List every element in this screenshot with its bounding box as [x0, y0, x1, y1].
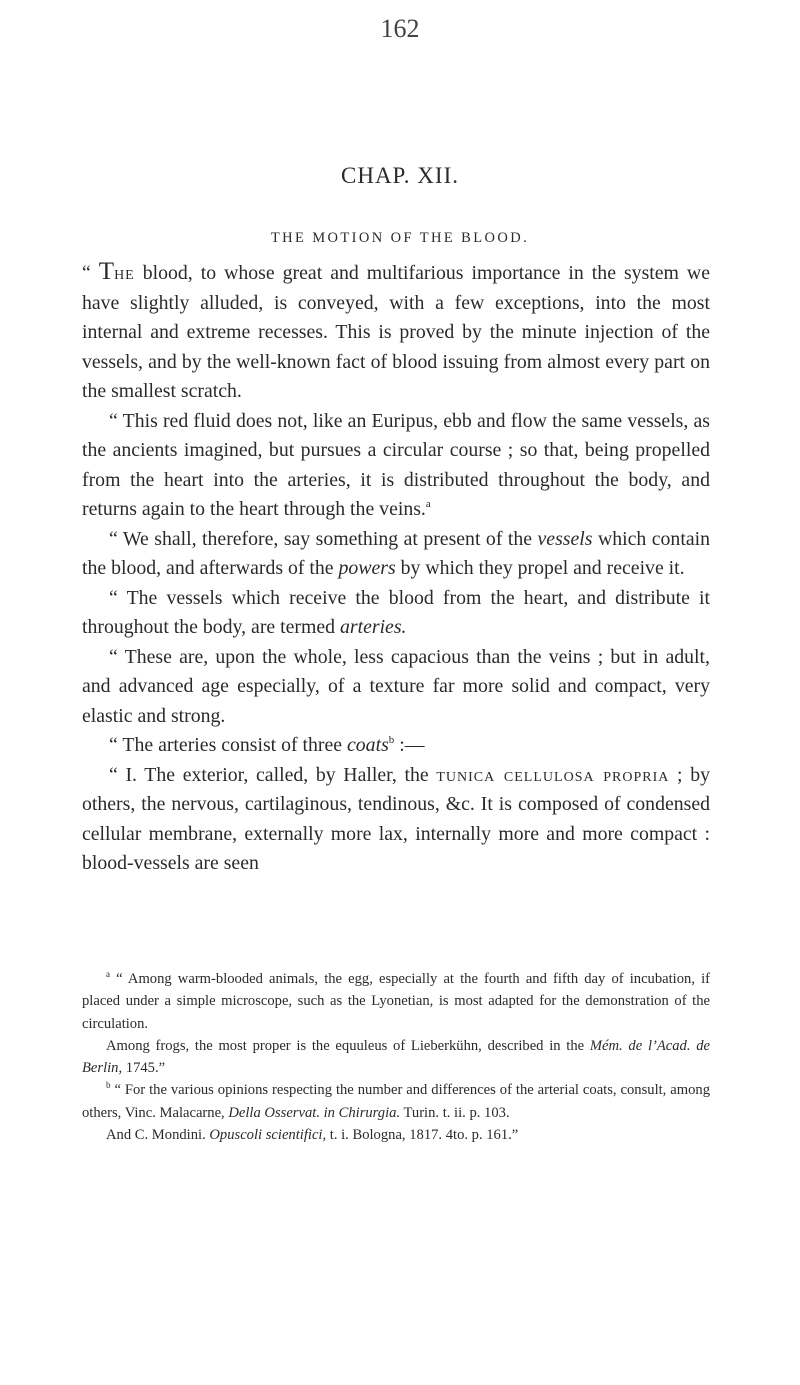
footnote-ref-a: a — [425, 498, 431, 510]
paragraph-5 — [82, 643, 710, 732]
paragraph-6-text: “ The arteries consist of three — [109, 734, 348, 756]
paragraph-3-part-2: which contain the blood, and afterwards of the — [82, 527, 710, 579]
footnote-b-text-3: And C. Mondini. — [106, 1127, 210, 1144]
footnote-a-tail: 1745.” — [122, 1060, 166, 1077]
paragraph-6-tail: :— — [394, 734, 425, 756]
page-number: 162 — [380, 14, 420, 43]
emphasis-coats: coats — [347, 734, 389, 756]
emphasis-powers: powers — [338, 557, 396, 579]
paragraph-3 — [82, 525, 710, 584]
paragraph-5-text: “ These are, upon the whole, less capacious than the veins ; but in adult, and advanced age especially, of a texture far more solid and compact, very elastic and strong. — [82, 645, 710, 727]
footnote-a-continued — [82, 1035, 710, 1080]
paragraph-7-part-1: “ I. The exterior, called, by Haller, the — [109, 763, 437, 786]
paragraph-3-part-1: “ We shall, therefore, say something at present of the — [109, 527, 538, 550]
footnote-b-citation-2: Opuscoli scientifici, — [209, 1127, 327, 1144]
paragraph-3-part-3: by which they propel and receive it. — [395, 557, 685, 579]
paragraph-4 — [82, 584, 710, 643]
footnote-b-continued — [82, 1124, 710, 1146]
footnote-a-text-1: “ Among warm-blooded animals, the egg, especially at the fourth and fifth day of incubation, if placed under a simple microscope, such as the Lyonetian, is most adapted for the demonstration of the circulation. — [82, 971, 710, 1032]
footnote-b-citation-1: Della Osservat. in Chirurgia. — [228, 1104, 401, 1121]
small-caps-word: he — [114, 262, 135, 284]
chapter-subtitle: THE MOTION OF THE BLOOD. — [270, 230, 530, 246]
chapter-heading: CHAP. XII. — [341, 163, 459, 188]
footnote-b-text-2: Turin. t. ii. p. 103. — [400, 1104, 510, 1121]
footnote-marker-a: a — [106, 969, 110, 979]
footnote-a-text-2: Among frogs, the most proper is the equuleus of Lieberkühn, described in the — [106, 1037, 590, 1054]
footnote-b-text-1: “ For the various opinions respecting the number and differences of the arterial coats, consult, among others, Vinc. Malacarne, — [82, 1082, 710, 1121]
paragraph-2 — [82, 407, 710, 525]
footnote-a-citation: Mém. de l’Acad. de Berlin, — [82, 1037, 710, 1077]
drop-cap: T — [98, 258, 115, 285]
footnote-ref-b: b — [388, 734, 395, 746]
footnotes — [82, 968, 710, 1146]
paragraph-2-text: “ This red fluid does not, like an Euripus, ebb and flow the same vessels, as the ancients imagined, but pursues a circular course ; so that, being propelled from the heart into the arteries, it is distributed throughout the body, and returns again to the heart through the veins. — [82, 409, 710, 520]
paragraph-4-text: “ The vessels which receive the blood from the heart, and distribute it throughout the body, are termed — [82, 586, 710, 638]
paragraph-6 — [82, 731, 710, 761]
footnote-a — [82, 968, 710, 1035]
paragraph-7-part-2: ; by others, the nervous, cartilaginous, tendinous, &c. It is composed of condensed cellular membrane, externally more lax, internally more and more compact : blood-vessels are seen — [82, 763, 710, 874]
paragraph-1-text: blood, to whose great and multifarious importance in the system we have slightly alluded, is conveyed, with a few exceptions, into the most internal and extreme recesses. This is proved by the minute injection of the vessels, and by the well-known fact of blood issuing from almost every part on the smallest scratch. — [82, 262, 710, 402]
emphasis-arteries: arteries. — [340, 616, 407, 638]
paragraph-1 — [82, 259, 710, 407]
footnote-b-tail: t. i. Bologna, 1817. 4to. p. 161.” — [326, 1127, 519, 1144]
footnote-b — [82, 1079, 710, 1124]
footnote-marker-b: b — [106, 1080, 111, 1091]
small-caps-term: tunica cellulosa propria — [436, 763, 670, 786]
emphasis-vessels: vessels — [537, 527, 593, 550]
open-quote: “ — [82, 262, 99, 284]
body-text — [82, 259, 710, 879]
paragraph-7 — [82, 761, 710, 879]
